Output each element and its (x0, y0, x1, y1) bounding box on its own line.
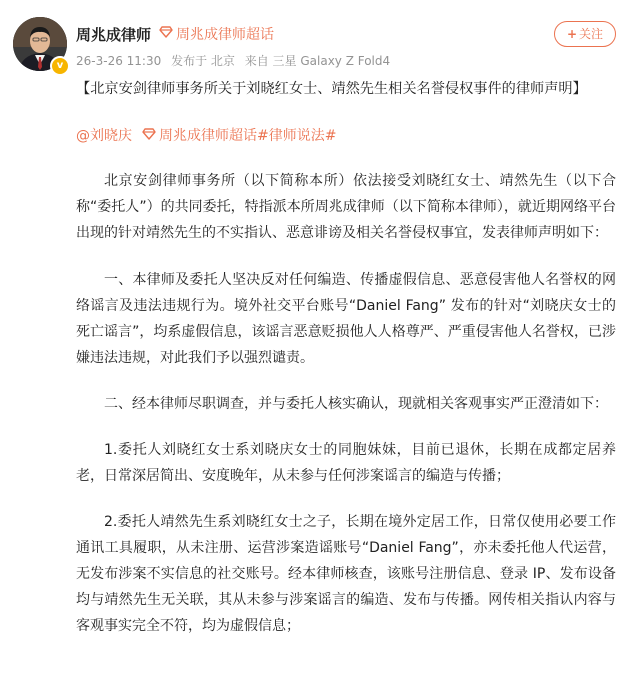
post-header (0, 0, 634, 75)
post-title: 【北京安剑律师事务所关于刘晓红女士、靖然先生相关名誉侵权事件的律师声明】 (76, 81, 587, 97)
author-name[interactable]: 周兆成律师 (76, 25, 152, 44)
mention-link[interactable]: @刘晓庆 (76, 128, 132, 144)
post-source: 来自 三星 Galaxy Z Fold4 (244, 54, 391, 68)
paragraph: 1.委托人刘晓红女士系刘晓庆女士的同胞妹妹，目前已退休，长期在成都定居养老，日常深居简出、安度晚年，从未参与任何涉案谣言的编造与传播； (76, 442, 616, 484)
post-meta (76, 52, 390, 69)
verified-badge-icon: v (50, 56, 70, 76)
follow-label: 关注 (579, 27, 604, 41)
paragraph: 二、经本律师尽职调查，并与委托人核实确认，现就相关客观事实严正澄清如下： (104, 396, 608, 412)
post-time[interactable]: 26-3-26 11:30 (76, 54, 162, 68)
follow-button[interactable] (554, 21, 616, 47)
super-topic-link[interactable] (159, 24, 274, 44)
diamond-icon (159, 26, 173, 42)
hashtag-link[interactable]: #律师说法# (257, 128, 337, 144)
paragraph: 北京安剑律师事务所（以下简称本所）依法接受刘晓红女士、靖然先生（以下合称“委托人”）的共同委托，特指派本所周兆成律师（以下简称本律师），就近期网络平台出现的针对靖然先生的不实指认、恶意诽谤及相关名誉侵权事宜，发表律师声明如下： (76, 173, 616, 241)
paragraph: 一、本律师及委托人坚决反对任何编造、传播虚假信息、恶意侵害他人名誉权的网络谣言及违法违规行为。境外社交平台账号“Daniel Fang” 发布的针对“刘晓庆女士的死亡谣言”，均系虚假信息，该谣言恶意贬损他人人格尊严、严重侵害他人名誉权，已涉嫌违法违规，对此我们予以强烈谴责。 (76, 272, 616, 366)
diamond-icon (142, 123, 156, 149)
post-location: 发布于 北京 (171, 54, 235, 68)
paragraph: 2.委托人靖然先生系刘晓红女士之子，长期在境外定居工作，日常仅使用必要工作通讯工具履职，从未注册、运营涉案造谣账号“Daniel Fang”，亦未委托他人代运营，无发布涉案不实信息的社交账号。经本律师核查，该账号注册信息、登录 IP、发布设备均与靖然先生无关联，其从未参与涉案谣言的编造、发布与传播。网传相关指认内容与客观事实完全不符，均为虚假信息； (76, 514, 616, 634)
super-topic-tag-link[interactable]: 周兆成律师超话 (159, 128, 257, 144)
post-content (76, 76, 616, 639)
post-tags (76, 123, 616, 149)
plus-icon: + (566, 27, 578, 41)
super-topic-label: 周兆成律师超话 (176, 27, 275, 43)
author-row (76, 22, 274, 46)
